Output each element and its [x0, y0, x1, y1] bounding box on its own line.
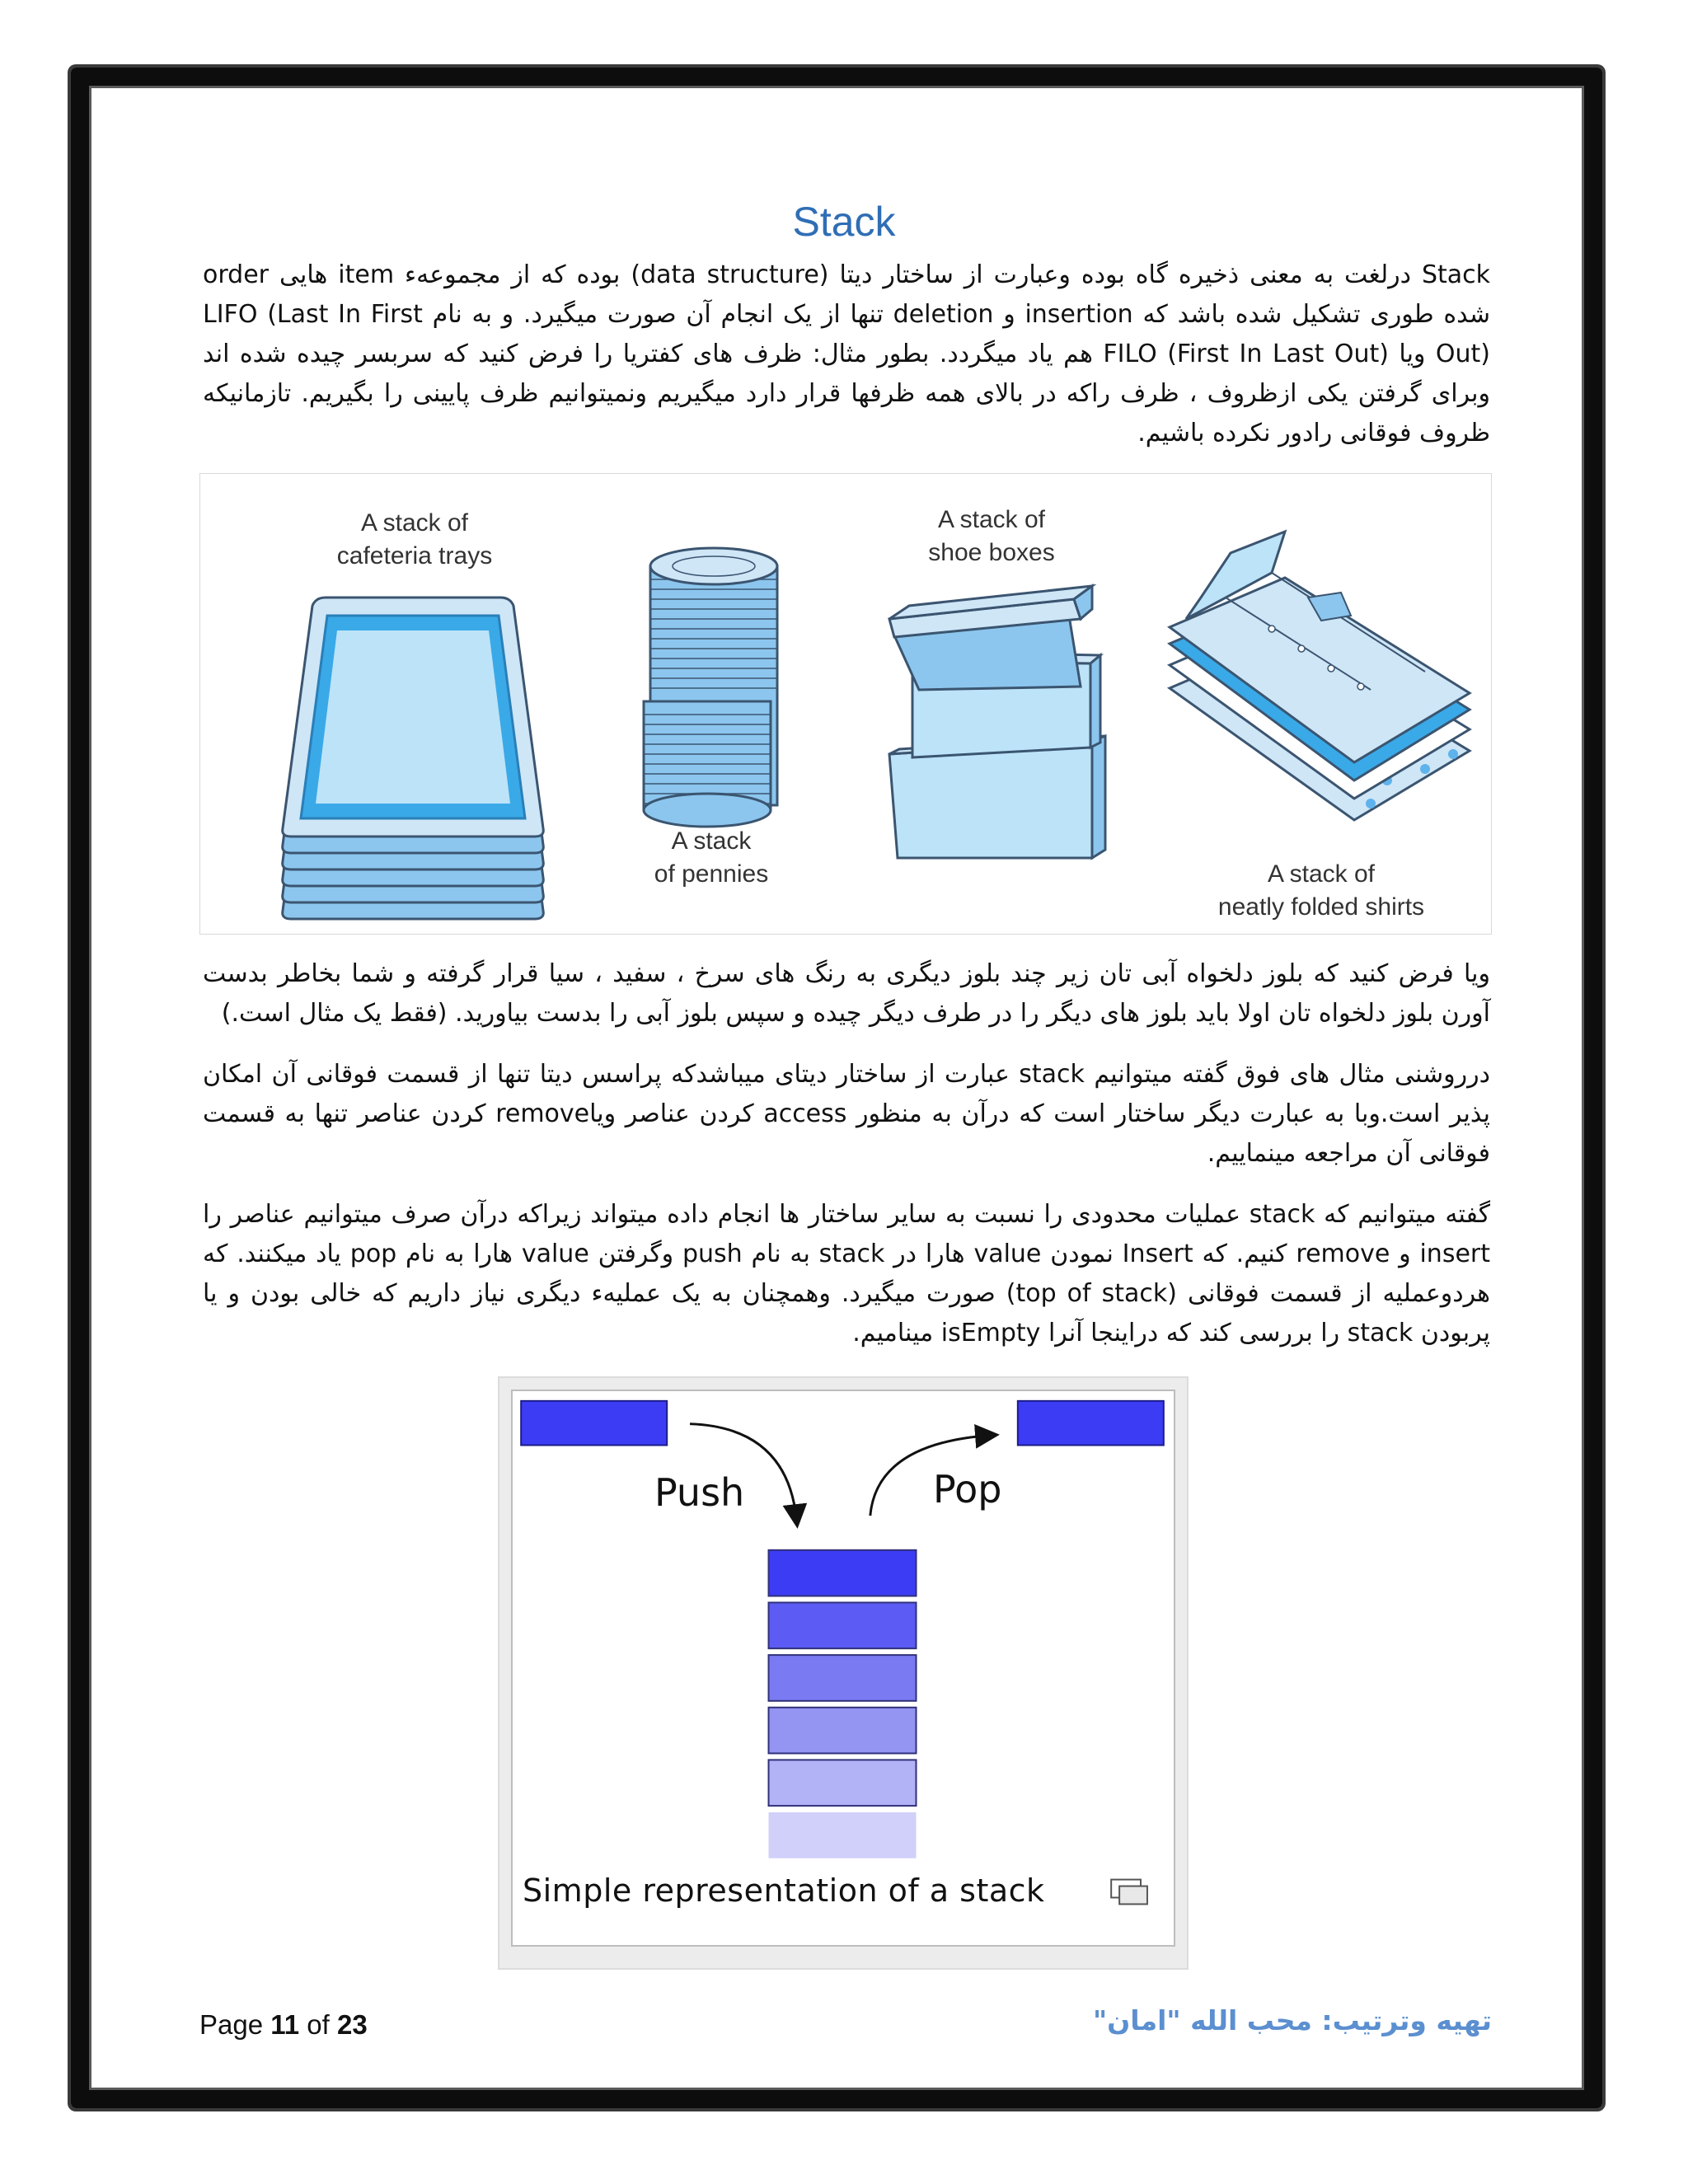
pop-block: [1018, 1401, 1164, 1446]
figure-caption: Simple representation of a stack: [523, 1872, 1045, 1909]
stack-cell: [769, 1550, 917, 1596]
trays-illustration: [283, 598, 544, 919]
stack-cells: [769, 1550, 917, 1858]
stack-cell: [769, 1760, 917, 1806]
stack-cell: [769, 1602, 917, 1648]
push-block: [521, 1401, 667, 1446]
paragraph-shirt-example: ویا فرض کنید که بلوز دلخواه آبی تان زیر چند بلوز دیگری به رنگ های سرخ ، سفید ، سیا قرار گرفته و شما بخاطر بدست آورن بلوز دلخواه تان اولا باید بلوز های دیگر را در طرف دیگر چیده و سپس بلوز آبی را بدست بیاورید. (فقط یک مثال است.): [203, 959, 1490, 1028]
stack-examples-figure: [199, 473, 1492, 935]
caption-boxes: A stack of shoe boxes: [928, 506, 1055, 566]
shirts-illustration: [1170, 532, 1470, 820]
shoeboxes-illustration: [889, 586, 1105, 858]
push-label: Push: [654, 1470, 745, 1515]
page-title: Stack: [792, 199, 896, 245]
push-pop-figure: [498, 1376, 1189, 1970]
stack-cell: [769, 1655, 917, 1701]
paragraph-definition: Stack درلغت به معنی ذخیره گاه بوده وعبارت از ساختار دیتا (data structure) بوده که از مجموعهء item هایی order شده طوری تشکیل شده باشد که insertion و deletion تنها از یک انجام آن صورت میگیرد. و به نام LIFO (Last In First Out) ویا FILO (First In Last Out) هم یاد میگردد. بطور مثال: ظرف های کفتریا را فرض کنید که سربسر چیده شده اند وبرای گرفتن یکی ازظروف ، ظرف راکه در بالای همه ظرفها قرار دارد میگیریم ونمیتوانیم ظرف پایینی را بگیریم. تازمانیکه ظروف فوقانی رادور نکرده باشیم.: [203, 260, 1490, 448]
paragraph-operations: گفته میتوانیم که stack عملیات محدودی را نسبت به سایر ساختار ها انجام داده میتواند زیراکه درآن صرف میتوانیم عناصر را insert و remove کنیم. که Insert نمودن value هارا در stack به نام push وگرفتن value هارا به نام pop یاد میکنند. که هردوعملیه از قسمت فوقانی (top of stack) صورت میگیرد. وهمچنان به یک عملیهء دیگری نیاز داریم که خالی بودن و یا پربودن stack را بررسی کند که دراینجا آنرا isEmpty مینامیم.: [203, 1200, 1491, 1347]
pop-label: Pop: [933, 1467, 1002, 1511]
stack-cell: [769, 1708, 917, 1754]
caption-shirts: A stack of neatly folded shirts: [1217, 860, 1425, 921]
author-credit: تهیه وترتیب: محب الله "امان": [1092, 2004, 1492, 2036]
stack-cell: [769, 1812, 917, 1858]
enlarge-icon: [1111, 1880, 1147, 1905]
page-number: Page 11 of 23: [199, 2009, 368, 2040]
pennies-illustration: [644, 548, 777, 827]
caption-pennies: A stack of pennies: [654, 827, 769, 888]
paragraph-stack-access: درروشنی مثال های فوق گفته میتوانیم stack عبارت از ساختار دیتای میباشدکه پراسس دیتا تنها از قسمت فوقانی آن امکان پذیر است.وبا به عبارت دیگر ساختار است که درآن به منظور access کردن عناصر ویاremove کردن عناصر تنها به قسمت فوقانی آن مراجعه مینماییم.: [203, 1060, 1490, 1168]
caption-trays: A stack of cafeteria trays: [336, 509, 493, 569]
